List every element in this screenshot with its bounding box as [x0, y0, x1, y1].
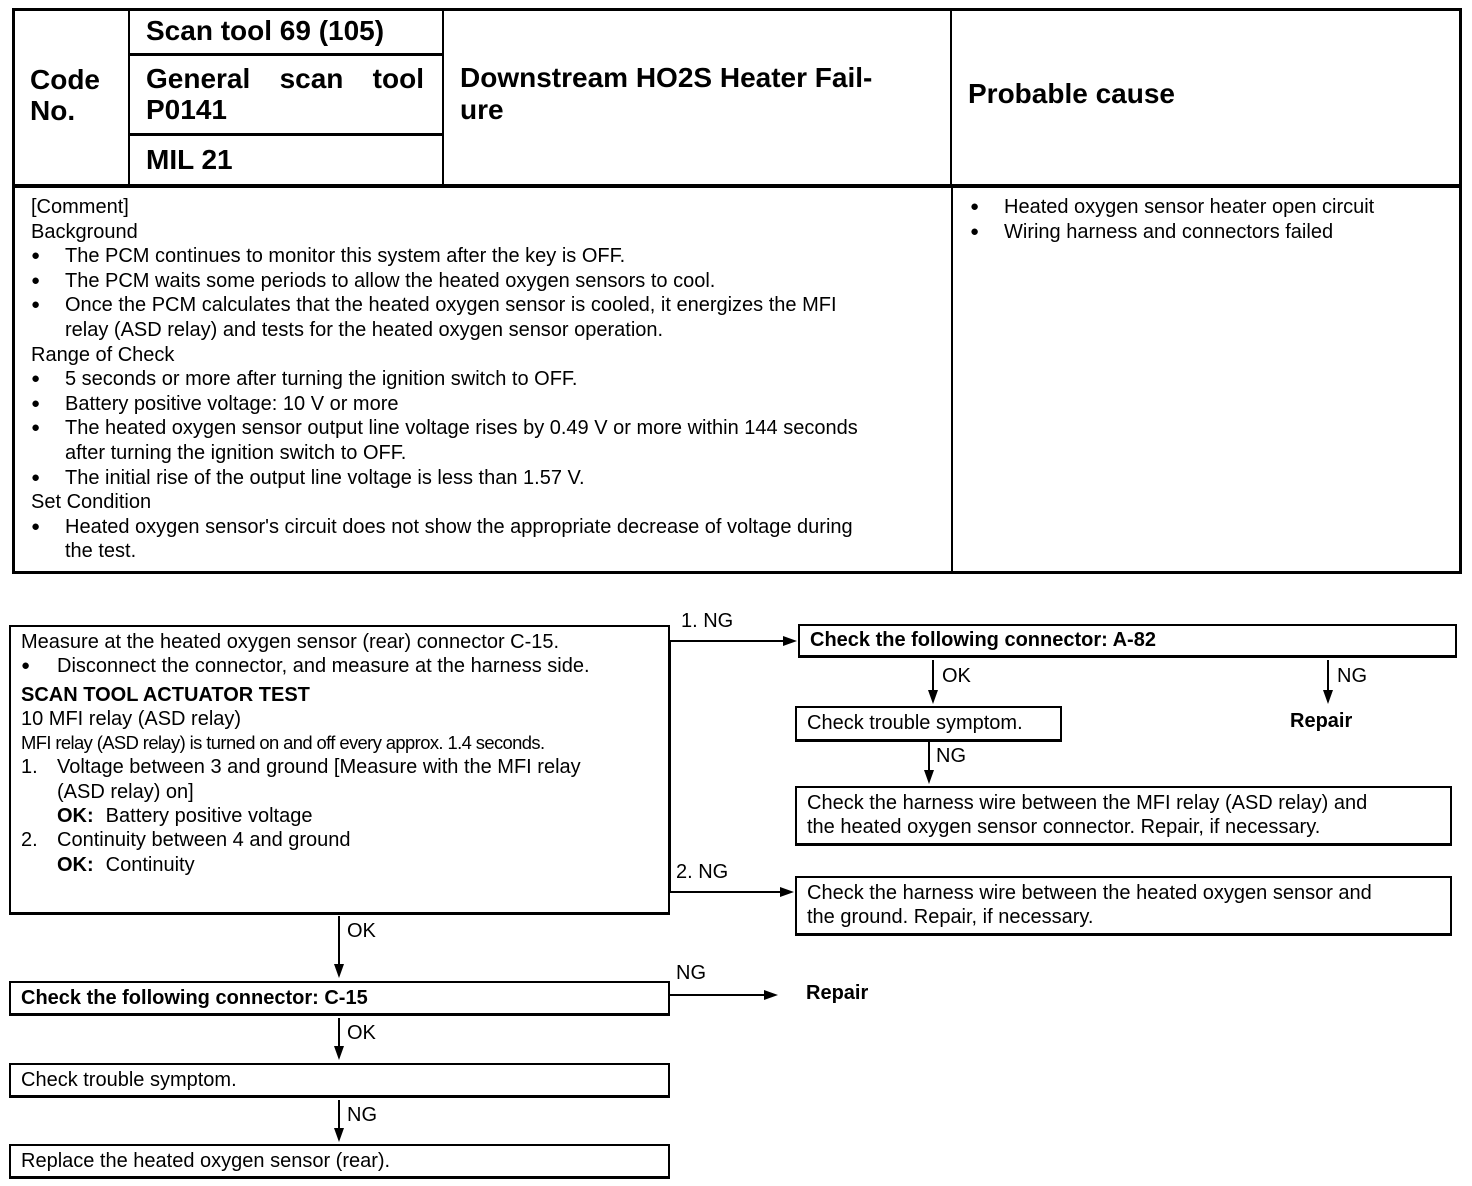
- c15-ok-label: OK: [347, 1022, 376, 1044]
- repair-result: Repair: [1290, 710, 1353, 732]
- main-ok-label: OK: [347, 920, 376, 942]
- background-item: ● Once the PCM calculates that the heated oxygen sensor is cooled, it energizes the MFI: [31, 293, 936, 318]
- page-title: Downstream HO2S Heater Fail- ure: [460, 62, 873, 125]
- a82-ng-line: [1327, 660, 1329, 690]
- range-item-continued: after turning the ignition switch to OFF.: [65, 441, 407, 464]
- a82-ok-label: OK: [942, 665, 971, 687]
- step-1: 1. Voltage between 3 and ground [Measure with the MFI relay: [21, 756, 581, 779]
- a82-ok-line: [932, 660, 934, 690]
- arrow-down-icon: [334, 964, 344, 978]
- step-2: 2. Continuity between 4 and ground: [21, 829, 351, 852]
- scan-tool-cell: [130, 8, 444, 56]
- range-heading: Range of Check: [31, 343, 175, 366]
- probable-cause-item: ● Wiring harness and connectors failed: [970, 220, 1450, 245]
- comment-section: [31, 195, 936, 564]
- code-number-label: Code No.: [30, 64, 100, 126]
- background-item: ● The PCM continues to monitor this system after the key is OFF.: [31, 244, 936, 269]
- trouble2-ng-label: NG: [347, 1104, 377, 1126]
- c15-ok-line: [338, 1018, 340, 1046]
- ng2-line: [669, 891, 781, 893]
- general-scan-tool-cell: [130, 56, 444, 136]
- arrow-right-icon: [780, 887, 794, 897]
- range-item: ● 5 seconds or more after turning the ignition switch to OFF.: [31, 367, 936, 392]
- flow-step-check-trouble-symptom-2: Check trouble symptom.: [9, 1063, 670, 1098]
- flow-step-check-connector-a82: Check the following connector: A-82: [798, 624, 1457, 658]
- arrow-right-icon: [764, 990, 778, 1000]
- ng1-label: 1. NG: [681, 610, 734, 632]
- trouble1-ng-label: NG: [936, 745, 966, 767]
- flow-step-check-harness-relay: Check the harness wire between the MFI relay (ASD relay) and the heated oxygen sensor connector. Repair, if necessary.: [795, 786, 1452, 846]
- arrow-down-icon: [334, 1128, 344, 1142]
- flow-step-check-trouble-symptom: Check trouble symptom.: [795, 706, 1062, 742]
- background-item: ● The PCM waits some periods to allow the heated oxygen sensors to cool.: [31, 269, 936, 294]
- arrow-down-icon: [928, 690, 938, 704]
- flow-step-check-harness-ground: Check the harness wire between the heated oxygen sensor and the ground. Repair, if necessary.: [795, 876, 1452, 936]
- repair-result: Repair: [806, 982, 869, 1004]
- c15-ng-line: [669, 994, 765, 996]
- probable-cause-item: ● Heated oxygen sensor heater open circuit: [970, 195, 1450, 220]
- flow-step-replace-sensor: Replace the heated oxygen sensor (rear).: [9, 1144, 670, 1179]
- arrow-down-icon: [1323, 690, 1333, 704]
- general-scan-tool-code: General scan tool P0141: [146, 63, 424, 125]
- comment-heading: [Comment]: [31, 196, 129, 218]
- set-condition-heading: Set Condition: [31, 491, 152, 514]
- set-condition-item-continued: the test.: [65, 540, 137, 563]
- range-item: ● Battery positive voltage: 10 V or more: [31, 392, 936, 417]
- ng1-line: [669, 640, 784, 642]
- background-item-continued: relay (ASD relay) and tests for the heated oxygen sensor operation.: [65, 318, 664, 341]
- c15-ng-label: NG: [676, 962, 706, 984]
- probable-cause-heading: Probable cause: [968, 78, 1175, 109]
- trouble2-ng-line: [338, 1100, 340, 1128]
- flow-step-measure-box: Measure at the heated oxygen sensor (rear) connector C-15. ● Disconnect the connector, and measure at the harness side. SCAN TOOL ACTUATOR TEST 10 MFI relay (ASD relay) MFI relay (ASD relay) is turned on and off every approx. 1.4 seconds. 1. Voltage between 3 and ground [Measure with the MFI relay (ASD relay) on] OK: Battery positive voltage 2. Continuity between 4 and ground OK: Continuity: [9, 625, 670, 915]
- range-item: ● The heated oxygen sensor output line voltage rises by 0.49 V or more within 144 seconds: [31, 416, 936, 441]
- actuator-test-heading: SCAN TOOL ACTUATOR TEST: [21, 683, 310, 706]
- ng2-label: 2. NG: [676, 861, 729, 883]
- arrow-down-icon: [924, 770, 934, 784]
- set-condition-item: ● Heated oxygen sensor's circuit does not show the appropriate decrease of voltage during: [31, 515, 936, 540]
- column-divider: [951, 186, 953, 572]
- main-ok-line: [338, 916, 340, 964]
- mil-cell: [130, 136, 444, 186]
- arrow-down-icon: [334, 1046, 344, 1060]
- range-item: ● The initial rise of the output line voltage is less than 1.57 V.: [31, 466, 936, 491]
- trouble1-ng-line: [928, 742, 930, 770]
- branch-connector-line: [669, 640, 671, 893]
- probable-cause-list: [970, 195, 1450, 244]
- background-heading: Background: [31, 220, 138, 243]
- arrow-right-icon: [783, 636, 797, 646]
- scan-tool-code: Scan tool 69 (105): [146, 15, 385, 46]
- mil-code: MIL 21: [146, 144, 233, 175]
- flow-step-check-connector-c15: Check the following connector: C-15: [9, 981, 670, 1016]
- a82-ng-label: NG: [1337, 665, 1367, 687]
